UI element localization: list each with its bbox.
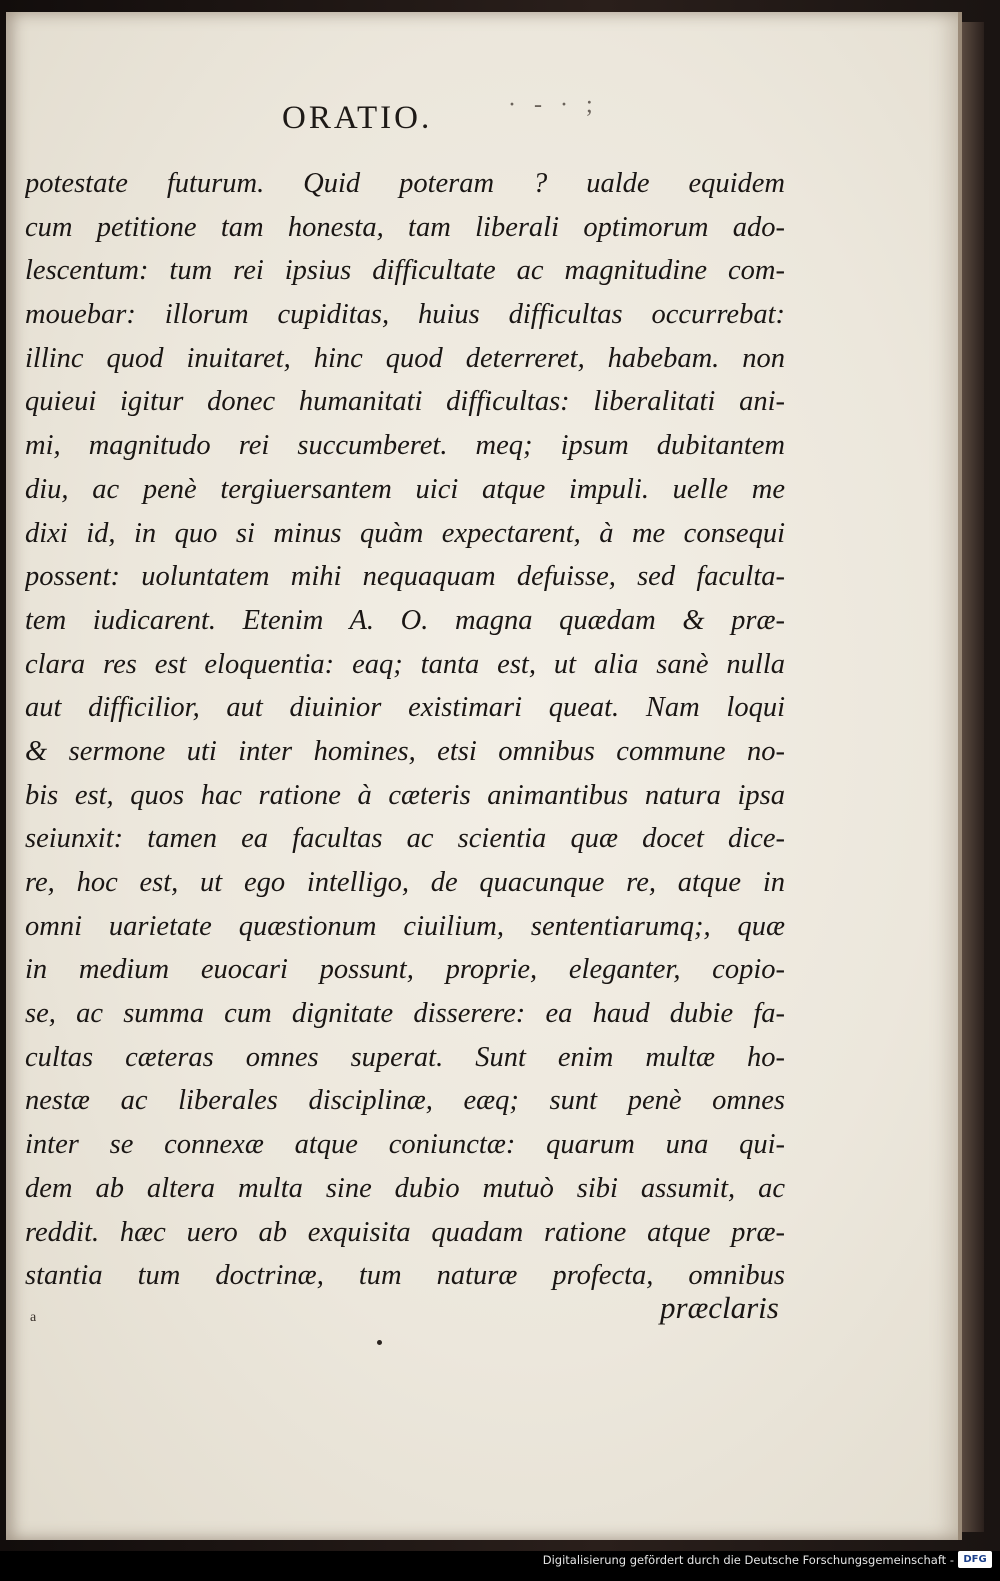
text-line: cultas cæteras omnes superat. Sunt enim multæ ho- bbox=[25, 1041, 785, 1073]
text-line: mouebar: illorum cupiditas, huius difficultas occurrebat: bbox=[25, 299, 785, 331]
text-line: quieui igitur donec humanitati difficultas: liberalitati ani- bbox=[25, 386, 785, 418]
running-head: ORATIO. bbox=[282, 100, 433, 136]
text-line: potestate futurum. Quid poteram ? ualde equidem bbox=[25, 168, 785, 199]
text-line: se, ac summa cum dignitate disserere: ea haud dubie fa- bbox=[25, 998, 785, 1030]
page-edge bbox=[962, 22, 984, 1532]
text-line: reddit. hæc uero ab exquisita quadam ratione atque præ- bbox=[25, 1216, 785, 1248]
text-line: tem iudicarent. Etenim A. O. magna quædam & præ- bbox=[25, 604, 785, 636]
text-line: in medium euocari possunt, proprie, eleganter, copio- bbox=[25, 954, 785, 986]
text-block bbox=[25, 162, 785, 1298]
text-line: aut difficilior, aut diuinior existimari queat. Nam loqui bbox=[25, 692, 785, 724]
dfg-logo-text: DFG bbox=[963, 1554, 987, 1565]
head-marks: · - · ; bbox=[508, 92, 599, 118]
text-line: nestæ ac liberales disciplinæ, eæq; sunt penè omnes bbox=[25, 1085, 785, 1117]
text-line: illinc quod inuitaret, hinc quod deterreret, habebam. non bbox=[25, 342, 785, 374]
footer-credit: Digitalisierung gefördert durch die Deutsche Forschungsgemeinschaft - bbox=[542, 1553, 954, 1567]
text-line: bis est, quos hac ratione à cæteris animantibus natura ipsa bbox=[25, 779, 785, 811]
text-line: omni uarietate quæstionum ciuilium, sententiarumq;, quæ bbox=[25, 910, 785, 942]
text-line: inter se connexæ atque coniunctæ: quarum una qui- bbox=[25, 1129, 785, 1161]
text-line: stantia tum doctrinæ, tum naturæ profecta, omnibus bbox=[25, 1260, 785, 1292]
text-line: possent: uoluntatem mihi nequaquam defuisse, sed faculta- bbox=[25, 561, 785, 593]
catchword: præclaris bbox=[660, 1290, 779, 1325]
text-line: seiunxit: tamen ea facultas ac scientia quæ docet dice- bbox=[25, 823, 785, 855]
text-line: re, hoc est, ut ego intelligo, de quacunque re, atque in bbox=[25, 867, 785, 898]
text-line: dixi id, in quo si minus quàm expectarent, à me consequi bbox=[25, 517, 785, 549]
signature-mark: a bbox=[30, 1310, 37, 1325]
ink-dot bbox=[377, 1340, 382, 1345]
text-line: cum petitione tam honesta, tam liberali optimorum ado- bbox=[25, 211, 785, 243]
text-line: mi, magnitudo rei succumberet. meq; ipsum dubitantem bbox=[25, 430, 785, 462]
text-line: clara res est eloquentia: eaq; tanta est, ut alia sanè nulla bbox=[25, 648, 785, 680]
text-line: & sermone uti inter homines, etsi omnibus commune no- bbox=[25, 735, 785, 767]
dfg-logo[interactable] bbox=[958, 1551, 992, 1568]
text-line: diu, ac penè tergiuersantem uici atque impuli. uelle me bbox=[25, 473, 785, 505]
text-line: dem ab altera multa sine dubio mutuò sibi assumit, ac bbox=[25, 1172, 785, 1204]
text-line: lescentum: tum rei ipsius difficultate ac magnitudine com- bbox=[25, 255, 785, 287]
